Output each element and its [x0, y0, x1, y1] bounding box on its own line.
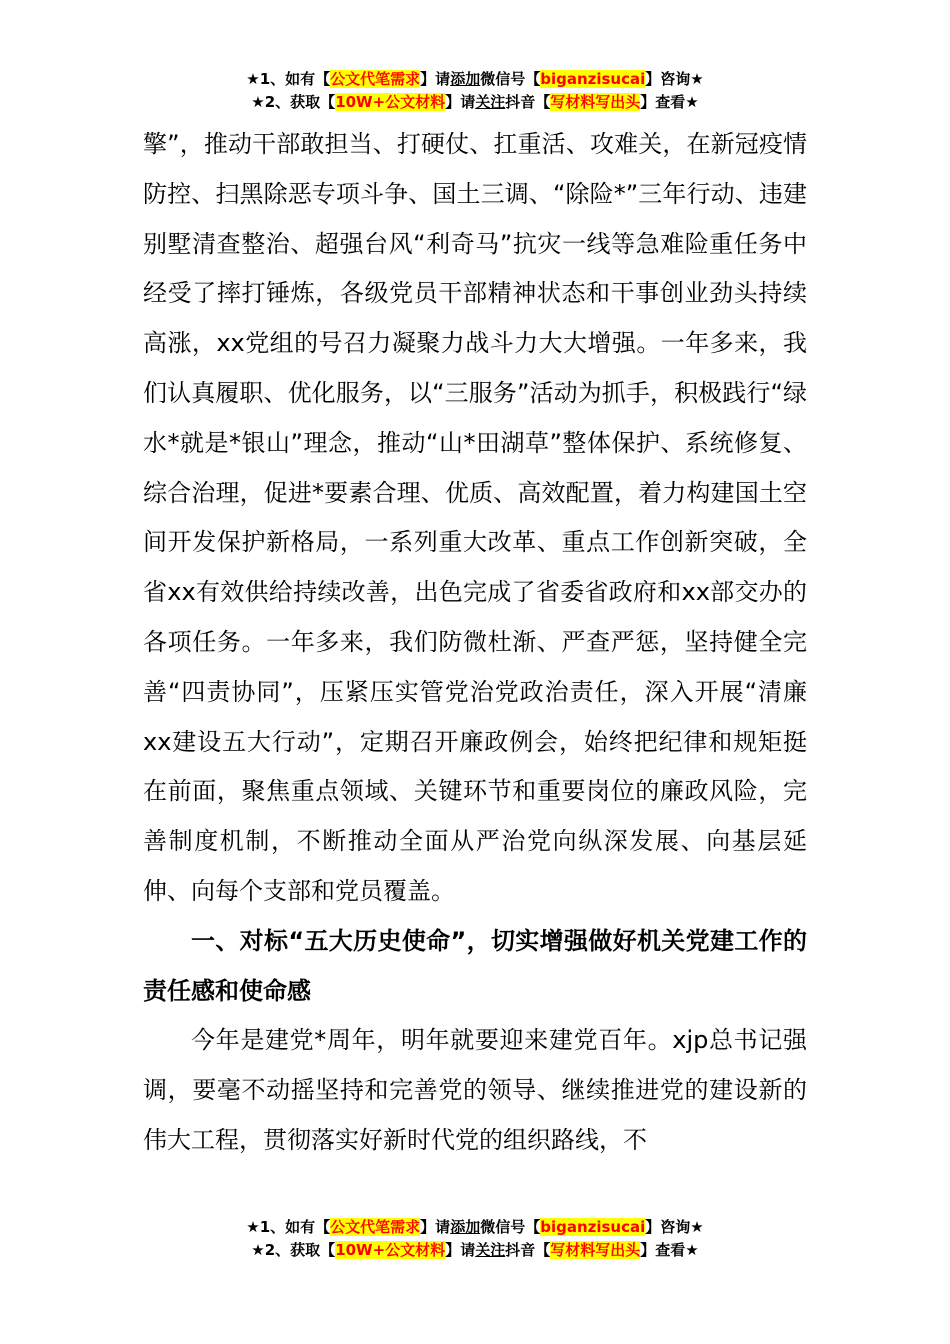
document-body [143, 120, 807, 1166]
banner-text: ★1、如有【 [246, 70, 331, 88]
banner-line-1 [0, 68, 950, 91]
banner-text: 】请 [445, 1241, 476, 1259]
paragraph-continuation: 擎”，推动干部敢担当、打硬仗、扛重活、攻难关，在新冠疫情防控、扫黑除恶专项斗争、国土三调、“除险*”三年行动、违建别墅清查整治、超强台风“利奇马”抗灾一线等急难险重任务中经受了摔打锤炼，各级党员干部精神状态和干事创业劲头持续高涨，xx党组的号召力凝聚力战斗力大大增强。一年多来，我们认真履职、优化服务，以“三服务”活动为抓手，积极践行“绿水*就是*银山”理念，推动“山*田湖草”整体保护、系统修复、综合治理，促进*要素合理、优质、高效配置，着力构建国土空间开发保护新格局，一系列重大改革、重点工作创新突破，全省xx有效供给持续改善，出色完成了省委省政府和xx部交办的各项任务。一年多来，我们防微杜渐、严查严惩，坚持健全完善“四责协同”，压紧压实管党治党政治责任，深入开展“清廉xx建设五大行动”，定期召开廉政例会，始终把纪律和规矩挺在前面，聚焦重点领域、关键环节和重要岗位的廉政风险，完善制度机制，不断推动全面从严治党向纵深发展、向基层延伸、向每个支部和党员覆盖。 [143, 130, 807, 905]
banner-highlight: 10W+公文材料 [335, 1241, 446, 1259]
footer-banner [0, 1216, 950, 1262]
banner-text: 】咨询★ [645, 1218, 704, 1236]
banner-line-1 [0, 1216, 950, 1239]
banner-text: 微信号【 [480, 1218, 541, 1236]
banner-underlined: 关注 [475, 93, 506, 111]
paragraph: 今年是建党*周年，明年就要迎来建党百年。xjp总书记强调，要毫不动摇坚持和完善党的领导、继续推进党的建设新的伟大工程，贯彻落实好新时代党的组织路线，不 [143, 1026, 807, 1154]
banner-underlined: 关注 [475, 1241, 506, 1259]
banner-text: 抖音【 [505, 1241, 551, 1259]
banner-text: 】请 [420, 70, 451, 88]
banner-highlight: biganzisucai [540, 70, 646, 88]
section-heading: 一、对标“五大历史使命”，切实增强做好机关党建工作的责任感和使命感 [143, 926, 807, 1005]
banner-underlined: 添加 [450, 70, 481, 88]
header-banner [0, 68, 950, 114]
banner-text: 】咨询★ [645, 70, 704, 88]
banner-line-2 [0, 91, 950, 114]
banner-text: 】请 [445, 93, 476, 111]
banner-highlight: 公文代笔需求 [330, 70, 421, 88]
banner-highlight: 公文代笔需求 [330, 1218, 421, 1236]
banner-text: 抖音【 [505, 93, 551, 111]
banner-text: 】查看★ [640, 93, 699, 111]
banner-highlight: 写材料写出头 [550, 1241, 641, 1259]
banner-underlined: 添加 [450, 1218, 481, 1236]
banner-text: ★2、获取【 [251, 93, 336, 111]
banner-highlight: 写材料写出头 [550, 93, 641, 111]
banner-text: 微信号【 [480, 70, 541, 88]
banner-line-2 [0, 1239, 950, 1262]
banner-text: ★2、获取【 [251, 1241, 336, 1259]
banner-highlight: 10W+公文材料 [335, 93, 446, 111]
banner-highlight: biganzisucai [540, 1218, 646, 1236]
banner-text: ★1、如有【 [246, 1218, 331, 1236]
banner-text: 】请 [420, 1218, 451, 1236]
banner-text: 】查看★ [640, 1241, 699, 1259]
